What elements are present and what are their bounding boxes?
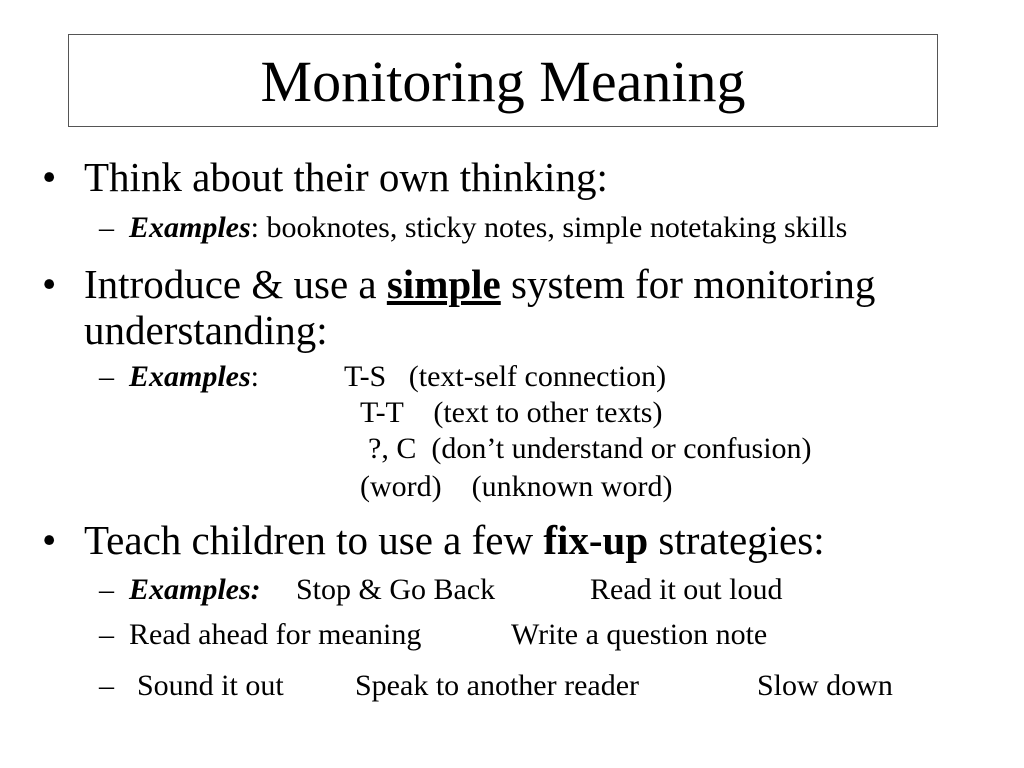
strategy-item: Stop & Go Back: [296, 573, 496, 606]
examples-label: Examples: [129, 360, 251, 393]
strategy-item: Speak to another reader: [355, 669, 640, 702]
strategy-item: Read ahead for meaning: [129, 618, 422, 651]
examples-colon: :: [250, 360, 260, 393]
code-item: (word) (unknown word): [360, 470, 673, 503]
bullet-marker: •: [42, 517, 57, 563]
examples-label: Examples:: [129, 573, 261, 606]
code-item: ?, C (don’t understand or confusion): [368, 432, 812, 465]
bullet-3-text: [84, 517, 825, 563]
strategy-item: Slow down: [757, 669, 893, 702]
sub-dash: –: [99, 573, 114, 606]
bullet-1-text: Think about their own thinking:: [84, 154, 608, 200]
bullet-3-emphasis: fix-up: [543, 517, 649, 563]
title-box: [68, 34, 938, 127]
bullet-marker: •: [42, 261, 57, 307]
sub-dash: –: [99, 669, 114, 702]
bullet-2-text-line2: understanding:: [84, 307, 328, 353]
bullet-2-emphasis: simple: [386, 261, 501, 307]
code-item: T-S (text-self connection): [344, 360, 667, 393]
strategy-item: Read it out loud: [590, 573, 783, 606]
bullet-2-pre: Introduce & use a: [84, 261, 387, 307]
strategy-item: Write a question note: [511, 618, 768, 651]
code-item: T-T (text to other texts): [360, 396, 663, 429]
bullet-2-text-line1: [84, 261, 875, 307]
sub-dash: –: [99, 211, 114, 244]
sub-dash: –: [99, 360, 114, 393]
bullet-1-sub: [129, 211, 847, 245]
bullet-3-pre: Teach children to use a few: [84, 517, 544, 563]
sub-dash: –: [99, 618, 114, 651]
bullet-2-sub-label: [129, 360, 259, 394]
bullet-3-post: strategies:: [648, 517, 825, 563]
strategy-item: Sound it out: [137, 669, 284, 702]
examples-label: Examples: [129, 211, 251, 244]
bullet-marker: •: [42, 154, 57, 200]
examples-text: : booknotes, sticky notes, simple notetaking skills: [250, 211, 848, 244]
slide-title: Monitoring Meaning: [260, 49, 746, 114]
bullet-2-post: system for monitoring: [500, 261, 876, 307]
